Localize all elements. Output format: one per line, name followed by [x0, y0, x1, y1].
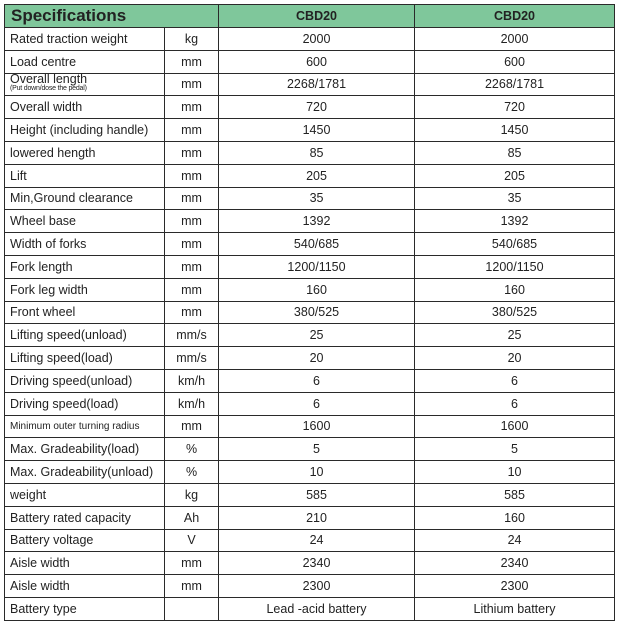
spec-value-1: 1392 [219, 210, 415, 233]
spec-name: Driving speed(unload) [5, 369, 165, 392]
spec-name: Lift [5, 164, 165, 187]
table-row [5, 233, 615, 256]
spec-name: Front wheel [5, 301, 165, 324]
spec-name: Battery rated capacity [5, 506, 165, 529]
spec-value-2: 1450 [415, 119, 615, 142]
spec-name: Aisle width [5, 552, 165, 575]
spec-value-1: 35 [219, 187, 415, 210]
spec-value-1: 1450 [219, 119, 415, 142]
spec-value-2: 160 [415, 278, 615, 301]
spec-unit: % [165, 438, 219, 461]
spec-value-2: 25 [415, 324, 615, 347]
spec-unit: mm [165, 415, 219, 438]
table-row [5, 278, 615, 301]
spec-name-main: Overall length [10, 73, 88, 87]
spec-value-2: 20 [415, 347, 615, 370]
table-row [5, 483, 615, 506]
spec-name: Lifting speed(unload) [5, 324, 165, 347]
spec-value-1: 540/685 [219, 233, 415, 256]
spec-value-1: 10 [219, 461, 415, 484]
spec-value-2: 540/685 [415, 233, 615, 256]
spec-value-1: 205 [219, 164, 415, 187]
spec-value-1: 720 [219, 96, 415, 119]
table-row [5, 506, 615, 529]
table-row [5, 141, 615, 164]
spec-unit: % [165, 461, 219, 484]
spec-value-2: 10 [415, 461, 615, 484]
spec-name: Aisle width [5, 575, 165, 598]
spec-unit: mm [165, 119, 219, 142]
spec-value-2: 2300 [415, 575, 615, 598]
table-row [5, 415, 615, 438]
spec-name-sub: (Put down/dose the pedal) [10, 85, 87, 93]
table-row [5, 50, 615, 73]
spec-value-2: 1200/1150 [415, 255, 615, 278]
spec-unit: mm [165, 73, 219, 96]
spec-unit: mm [165, 575, 219, 598]
spec-name: lowered hength [5, 141, 165, 164]
table-row [5, 164, 615, 187]
spec-value-2: 24 [415, 529, 615, 552]
spec-value-2: 1600 [415, 415, 615, 438]
table-row [5, 255, 615, 278]
spec-unit [165, 597, 219, 620]
spec-unit: mm [165, 301, 219, 324]
spec-unit: kg [165, 483, 219, 506]
spec-value-1: Lead -acid battery [219, 597, 415, 620]
table-row [5, 28, 615, 51]
spec-value-1: 210 [219, 506, 415, 529]
spec-value-2: 5 [415, 438, 615, 461]
spec-name: Max. Gradeability(unload) [5, 461, 165, 484]
spec-value-2: 160 [415, 506, 615, 529]
table-body [5, 28, 615, 621]
spec-unit: mm [165, 50, 219, 73]
specifications-table [4, 4, 615, 621]
spec-name: Fork length [5, 255, 165, 278]
table-row [5, 187, 615, 210]
table-row [5, 347, 615, 370]
spec-value-2: 6 [415, 392, 615, 415]
header-row [5, 5, 615, 28]
table-row [5, 119, 615, 142]
spec-name: Lifting speed(load) [5, 347, 165, 370]
spec-unit: mm [165, 141, 219, 164]
spec-value-1: 24 [219, 529, 415, 552]
spec-value-1: 160 [219, 278, 415, 301]
spec-value-1: 85 [219, 141, 415, 164]
spec-value-1: 2300 [219, 575, 415, 598]
table-row [5, 438, 615, 461]
table-row [5, 461, 615, 484]
spec-unit: km/h [165, 392, 219, 415]
table-row [5, 392, 615, 415]
spec-name: Rated traction weight [5, 28, 165, 51]
spec-value-1: 600 [219, 50, 415, 73]
spec-unit: mm [165, 187, 219, 210]
spec-unit: V [165, 529, 219, 552]
spec-value-1: 20 [219, 347, 415, 370]
spec-value-1: 1200/1150 [219, 255, 415, 278]
spec-value-1: 380/525 [219, 301, 415, 324]
spec-value-2: 85 [415, 141, 615, 164]
spec-name: weight [5, 483, 165, 506]
spec-value-2: 2340 [415, 552, 615, 575]
spec-unit: mm/s [165, 324, 219, 347]
spec-value-1: 2268/1781 [219, 73, 415, 96]
table-row [5, 210, 615, 233]
spec-name: Driving speed(load) [5, 392, 165, 415]
spec-unit: km/h [165, 369, 219, 392]
table-title: Specifications [5, 5, 219, 28]
spec-value-1: 2000 [219, 28, 415, 51]
spec-unit: mm [165, 255, 219, 278]
spec-value-1: 25 [219, 324, 415, 347]
spec-value-2: 6 [415, 369, 615, 392]
spec-unit: mm/s [165, 347, 219, 370]
spec-value-2: 2000 [415, 28, 615, 51]
spec-value-2: 1392 [415, 210, 615, 233]
spec-value-1: 5 [219, 438, 415, 461]
spec-unit: mm [165, 210, 219, 233]
table-row [5, 73, 615, 96]
spec-value-1: 6 [219, 392, 415, 415]
spec-name: Fork leg width [5, 278, 165, 301]
model-header-1: CBD20 [219, 5, 415, 28]
table-row [5, 552, 615, 575]
spec-unit: mm [165, 552, 219, 575]
spec-name: Minimum outer turning radius [5, 415, 165, 438]
spec-value-2: 205 [415, 164, 615, 187]
spec-name-wrap [10, 74, 164, 94]
spec-value-2: 585 [415, 483, 615, 506]
spec-name: Min,Ground clearance [5, 187, 165, 210]
spec-unit: mm [165, 278, 219, 301]
spec-value-2: 35 [415, 187, 615, 210]
spec-value-2: 2268/1781 [415, 73, 615, 96]
spec-value-2: Lithium battery [415, 597, 615, 620]
table-row [5, 324, 615, 347]
spec-name: Overall width [5, 96, 165, 119]
spec-value-2: 720 [415, 96, 615, 119]
spec-name: Width of forks [5, 233, 165, 256]
spec-value-2: 380/525 [415, 301, 615, 324]
spec-unit: mm [165, 233, 219, 256]
spec-name: Battery voltage [5, 529, 165, 552]
table-row [5, 369, 615, 392]
spec-name [5, 73, 165, 96]
model-header-2: CBD20 [415, 5, 615, 28]
table-row [5, 597, 615, 620]
spec-name: Max. Gradeability(load) [5, 438, 165, 461]
spec-name: Wheel base [5, 210, 165, 233]
table-row [5, 529, 615, 552]
spec-value-1: 2340 [219, 552, 415, 575]
spec-name: Battery type [5, 597, 165, 620]
spec-value-2: 600 [415, 50, 615, 73]
table-row [5, 301, 615, 324]
spec-unit: mm [165, 164, 219, 187]
spec-value-1: 6 [219, 369, 415, 392]
spec-unit: Ah [165, 506, 219, 529]
spec-unit: kg [165, 28, 219, 51]
table-row [5, 575, 615, 598]
spec-name: Height (including handle) [5, 119, 165, 142]
spec-unit: mm [165, 96, 219, 119]
table-row [5, 96, 615, 119]
spec-value-1: 1600 [219, 415, 415, 438]
spec-value-1: 585 [219, 483, 415, 506]
spec-name: Load centre [5, 50, 165, 73]
